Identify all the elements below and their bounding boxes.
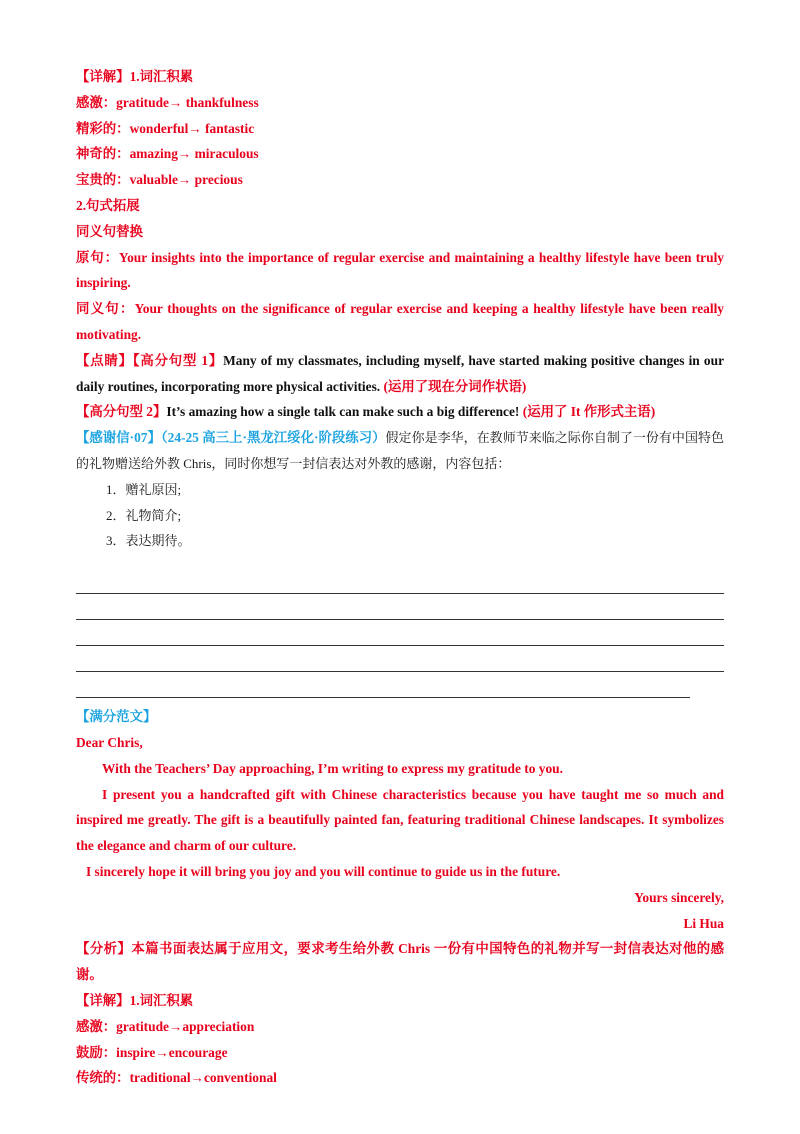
list-item: 1．赠礼原因; <box>106 481 182 497</box>
writing-lines <box>76 568 724 698</box>
synonym-heading: 同义句替换 <box>76 223 143 239</box>
analysis: 【分析】本篇书面表达属于应用文，要求考生给外教 Chris 一份有中国特色的礼物并写一封信表达对他的感谢。 <box>76 941 725 983</box>
detail-heading: 【详解】1.词汇积累 <box>76 69 194 84</box>
sentence-heading: 2.句式拓展 <box>76 197 140 213</box>
writing-line[interactable] <box>76 568 724 594</box>
signature: Li Hua <box>683 915 724 931</box>
original-sentence: 原句：Your insights into the importance of regular exercise and maintaining a healthy lifestyle have been truly inspiring. <box>76 249 724 291</box>
detail-heading: 【详解】1.词汇积累 <box>76 992 194 1008</box>
vocab-item: 宝贵的：valuable→ precious <box>76 172 243 188</box>
vocab-item: 感激：gratitude→appreciation <box>76 1018 255 1034</box>
closing: Yours sincerely, <box>634 889 724 905</box>
writing-line[interactable] <box>76 594 724 620</box>
pattern-1: 【点睛】【高分句型 1】Many of my classmates, including myself, have started making positive changes in our daily routines, incorporating more physical activities. (运用了现在分词作状语) <box>76 352 725 394</box>
model-paragraph-2: I present you a handcrafted gift with Chinese characteristics because you have taught me so much and inspired me greatly. The gift is a beautifully painted fan, featuring traditional Chinese landscapes. It symbolizes the elegance and charm of our culture. <box>76 786 724 854</box>
vocab-item: 感激：gratitude→ thankfulness <box>76 94 259 110</box>
vocab-item: 精彩的：wonderful→ fantastic <box>76 120 255 136</box>
model-paragraph-3: I sincerely hope it will bring you joy and you will continue to guide us in the future. <box>86 863 561 879</box>
model-heading: 【满分范文】 <box>76 709 157 725</box>
vocab-item: 鼓励：inspire→encourage <box>76 1044 228 1060</box>
writing-line[interactable] <box>76 620 724 646</box>
synonym-sentence: 同义句：Your thoughts on the significance of regular exercise and keeping a healthy lifestyle have been really motivating. <box>76 301 724 342</box>
writing-line[interactable] <box>76 646 724 672</box>
list-item: 3．表达期待。 <box>106 533 191 549</box>
list-item: 2．礼物简介; <box>106 507 182 523</box>
vocab-item: 神奇的：amazing→ miraculous <box>76 146 259 162</box>
pattern-2: 【高分句型 2】It’s amazing how a single talk can make such a big difference! (运用了 It 作形式主语) <box>76 404 656 420</box>
writing-line[interactable] <box>76 672 690 698</box>
vocab-item: 传统的：traditional→conventional <box>76 1070 277 1086</box>
model-paragraph-1: With the Teachers’ Day approaching, I’m writing to express my gratitude to you. <box>102 760 563 776</box>
document-page <box>76 64 724 1091</box>
salutation: Dear Chris, <box>76 734 143 750</box>
task-prompt: 【感谢信·07】（24-25 高三上·黑龙江绥化·阶段练习）假定你是李华，在教师节来临之际你自制了一份有中国特色的礼物赠送给外教 Chris，同时你想写一封信表达对外教的感谢，内容包括： <box>76 430 724 471</box>
